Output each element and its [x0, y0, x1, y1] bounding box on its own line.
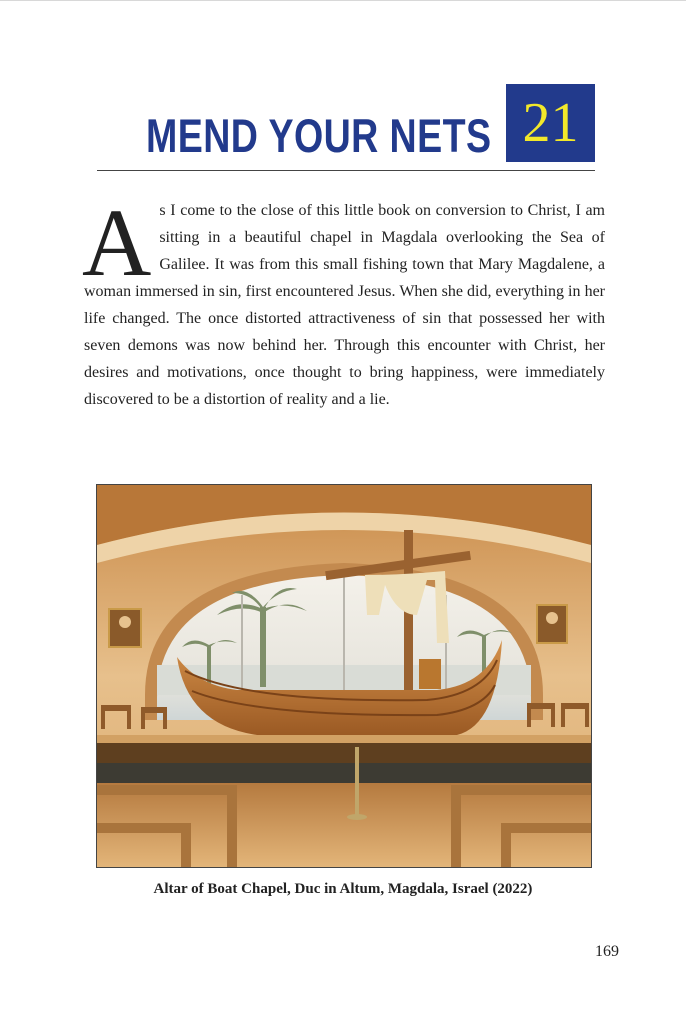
title-divider — [97, 170, 595, 171]
page-number: 169 — [595, 943, 619, 960]
figure-caption: Altar of Boat Chapel, Duc in Altum, Magdala, Israel (2022) — [153, 881, 533, 897]
drop-cap: A — [82, 189, 152, 296]
chapter-number-badge: 21 — [506, 84, 595, 162]
chapel-photo — [96, 484, 592, 868]
paragraph-text: s I come to the close of this little book on conversion to Christ, I am sitting in a beautiful chapel in Magdala overlooking the Sea of Galilee. It was from this small fishing town that Mary Magdalene, a woman immersed in sin, first encountered Jesus. When she did, everything in her life changed. The once distorted attractiveness of sin that possessed her with seven demons was now behind her. Through this encounter with Christ, her desires and motivations, once thought to bring happiness, were immediately discovered to be a distortion of reality and a lie. — [84, 202, 605, 408]
body-paragraph — [82, 189, 605, 413]
page-top-border — [0, 0, 686, 1]
chapter-title: MEND YOUR NETS — [146, 109, 492, 162]
